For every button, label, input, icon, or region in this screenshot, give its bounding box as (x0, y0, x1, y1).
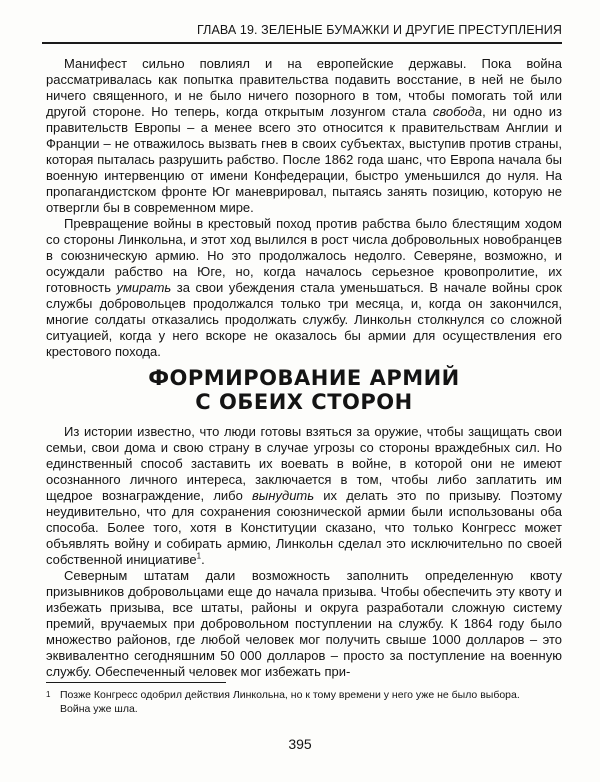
paragraph-text: их делать это по призыву. Поэтому неудивительно, что для сохранения союзнической армии были использованы оба способа. Более того, хотя в Конституции сказано, что только Конгресс может объявлять войну и собирать армию, Линкольн сделал это исключительно по своей собственной инициативе (46, 488, 562, 567)
page-number: 395 (288, 736, 312, 752)
paragraph-manifest (46, 56, 562, 216)
paragraph-text: Из истории известно, что люди готовы взяться за оружие, чтобы защищать свои семьи, свои дома и свою страну в случае угрозы со стороны враждебных сил. Но единственный способ заставить их воевать в войне, в которой они не имеют осознанного личного интереса, заключается в том, чтобы либо заплатить им щедрое вознаграждение, либо (46, 424, 562, 503)
text-block-intro (46, 56, 562, 360)
italic-word: свобода (432, 104, 483, 119)
paragraph-crusade (46, 216, 562, 360)
running-header: ГЛАВА 19. ЗЕЛЕНЫЕ БУМАЖКИ И ДРУГИЕ ПРЕСТУПЛЕНИЯ (42, 18, 562, 44)
text-block-armies (46, 424, 562, 680)
paragraph-text: , ни одно из правительств Европы – а менее всего это относится к правительствам Англии и Франции – не отважилось вызвать гнев в своих субъектах, выступив против страны, которая пыталась разрушить рабство. После 1862 года шанс, что Европа начала бы военную интервенцию от имени Конфедерации, быстро уменьшился до нуля. На пропагандистском фронте Юг маневрировал, пытаясь занять позицию, которую не отвергли бы в современном мире. (46, 104, 562, 215)
italic-word: умирать (116, 280, 172, 295)
section-heading-line-2: С ОБЕИХ СТОРОН (195, 390, 413, 414)
footnote-line-1 (46, 688, 562, 702)
footnote (46, 688, 562, 716)
italic-word: вынудить (252, 488, 315, 503)
footnote-text: Позже Конгресс одобрил действия Линкольна, но к тому времени у него уже не было выбора. (60, 689, 520, 701)
footnote-marker: 1 (46, 690, 51, 699)
footnote-divider (46, 682, 226, 683)
paragraph-northern-states: Северным штатам дали возможность заполнить определенную квоту призывников добровольцами еще до начала призыва. Чтобы обеспечить эту квоту и избежать призыва, все штаты, районы и округа разработали сложную систему премий, вручаемых при добровольном поступлении на службу. К 1864 году было множество районов, где любой человек мог получить свыше 1000 долларов – это эквивалентно сегодняшним 50 000 долларов – просто за поступление на военную службу. Обеспеченный человек мог избежать при- (46, 568, 562, 679)
paragraph-text: . (201, 552, 205, 567)
paragraph-text: за свои убеждения стала уменьшаться. В начале войны срок службы добровольцев продолжался только три месяца, и, когда он закончился, многие солдаты отказались продолжать службу. Линкольн столкнулся со сложной ситуацией, когда у него вскоре не оказалось бы армии для осуществления его крестового похода. (46, 280, 562, 359)
footnote-reference[interactable]: 1 (196, 551, 202, 561)
paragraph-history (46, 424, 562, 568)
paragraph-text: Манифест сильно повлиял и на европейские державы. Пока война рассматривалась как попытка правительства подавить восстание, в ней не было ничего священного, и не было ничего позорного в том, чтобы помогать той или другой стороне. Но теперь, когда открытым лозунгом стала (46, 56, 562, 119)
section-heading (46, 366, 562, 414)
paragraph-text: Превращение войны в крестовый поход против рабства было блестящим ходом со стороны Линкольна, и этот ход вылился в рост числа добровольных новобранцев в союзническую армию. Но это продолжалось недолго. Северяне, возможно, и осуждали рабство на Юге, но, когда началось серьезное кровопролитие, их готовность (46, 216, 562, 295)
section-heading-line-1: ФОРМИРОВАНИЕ АРМИЙ (148, 366, 460, 390)
footnote-line-2: Война уже шла. (60, 703, 138, 715)
